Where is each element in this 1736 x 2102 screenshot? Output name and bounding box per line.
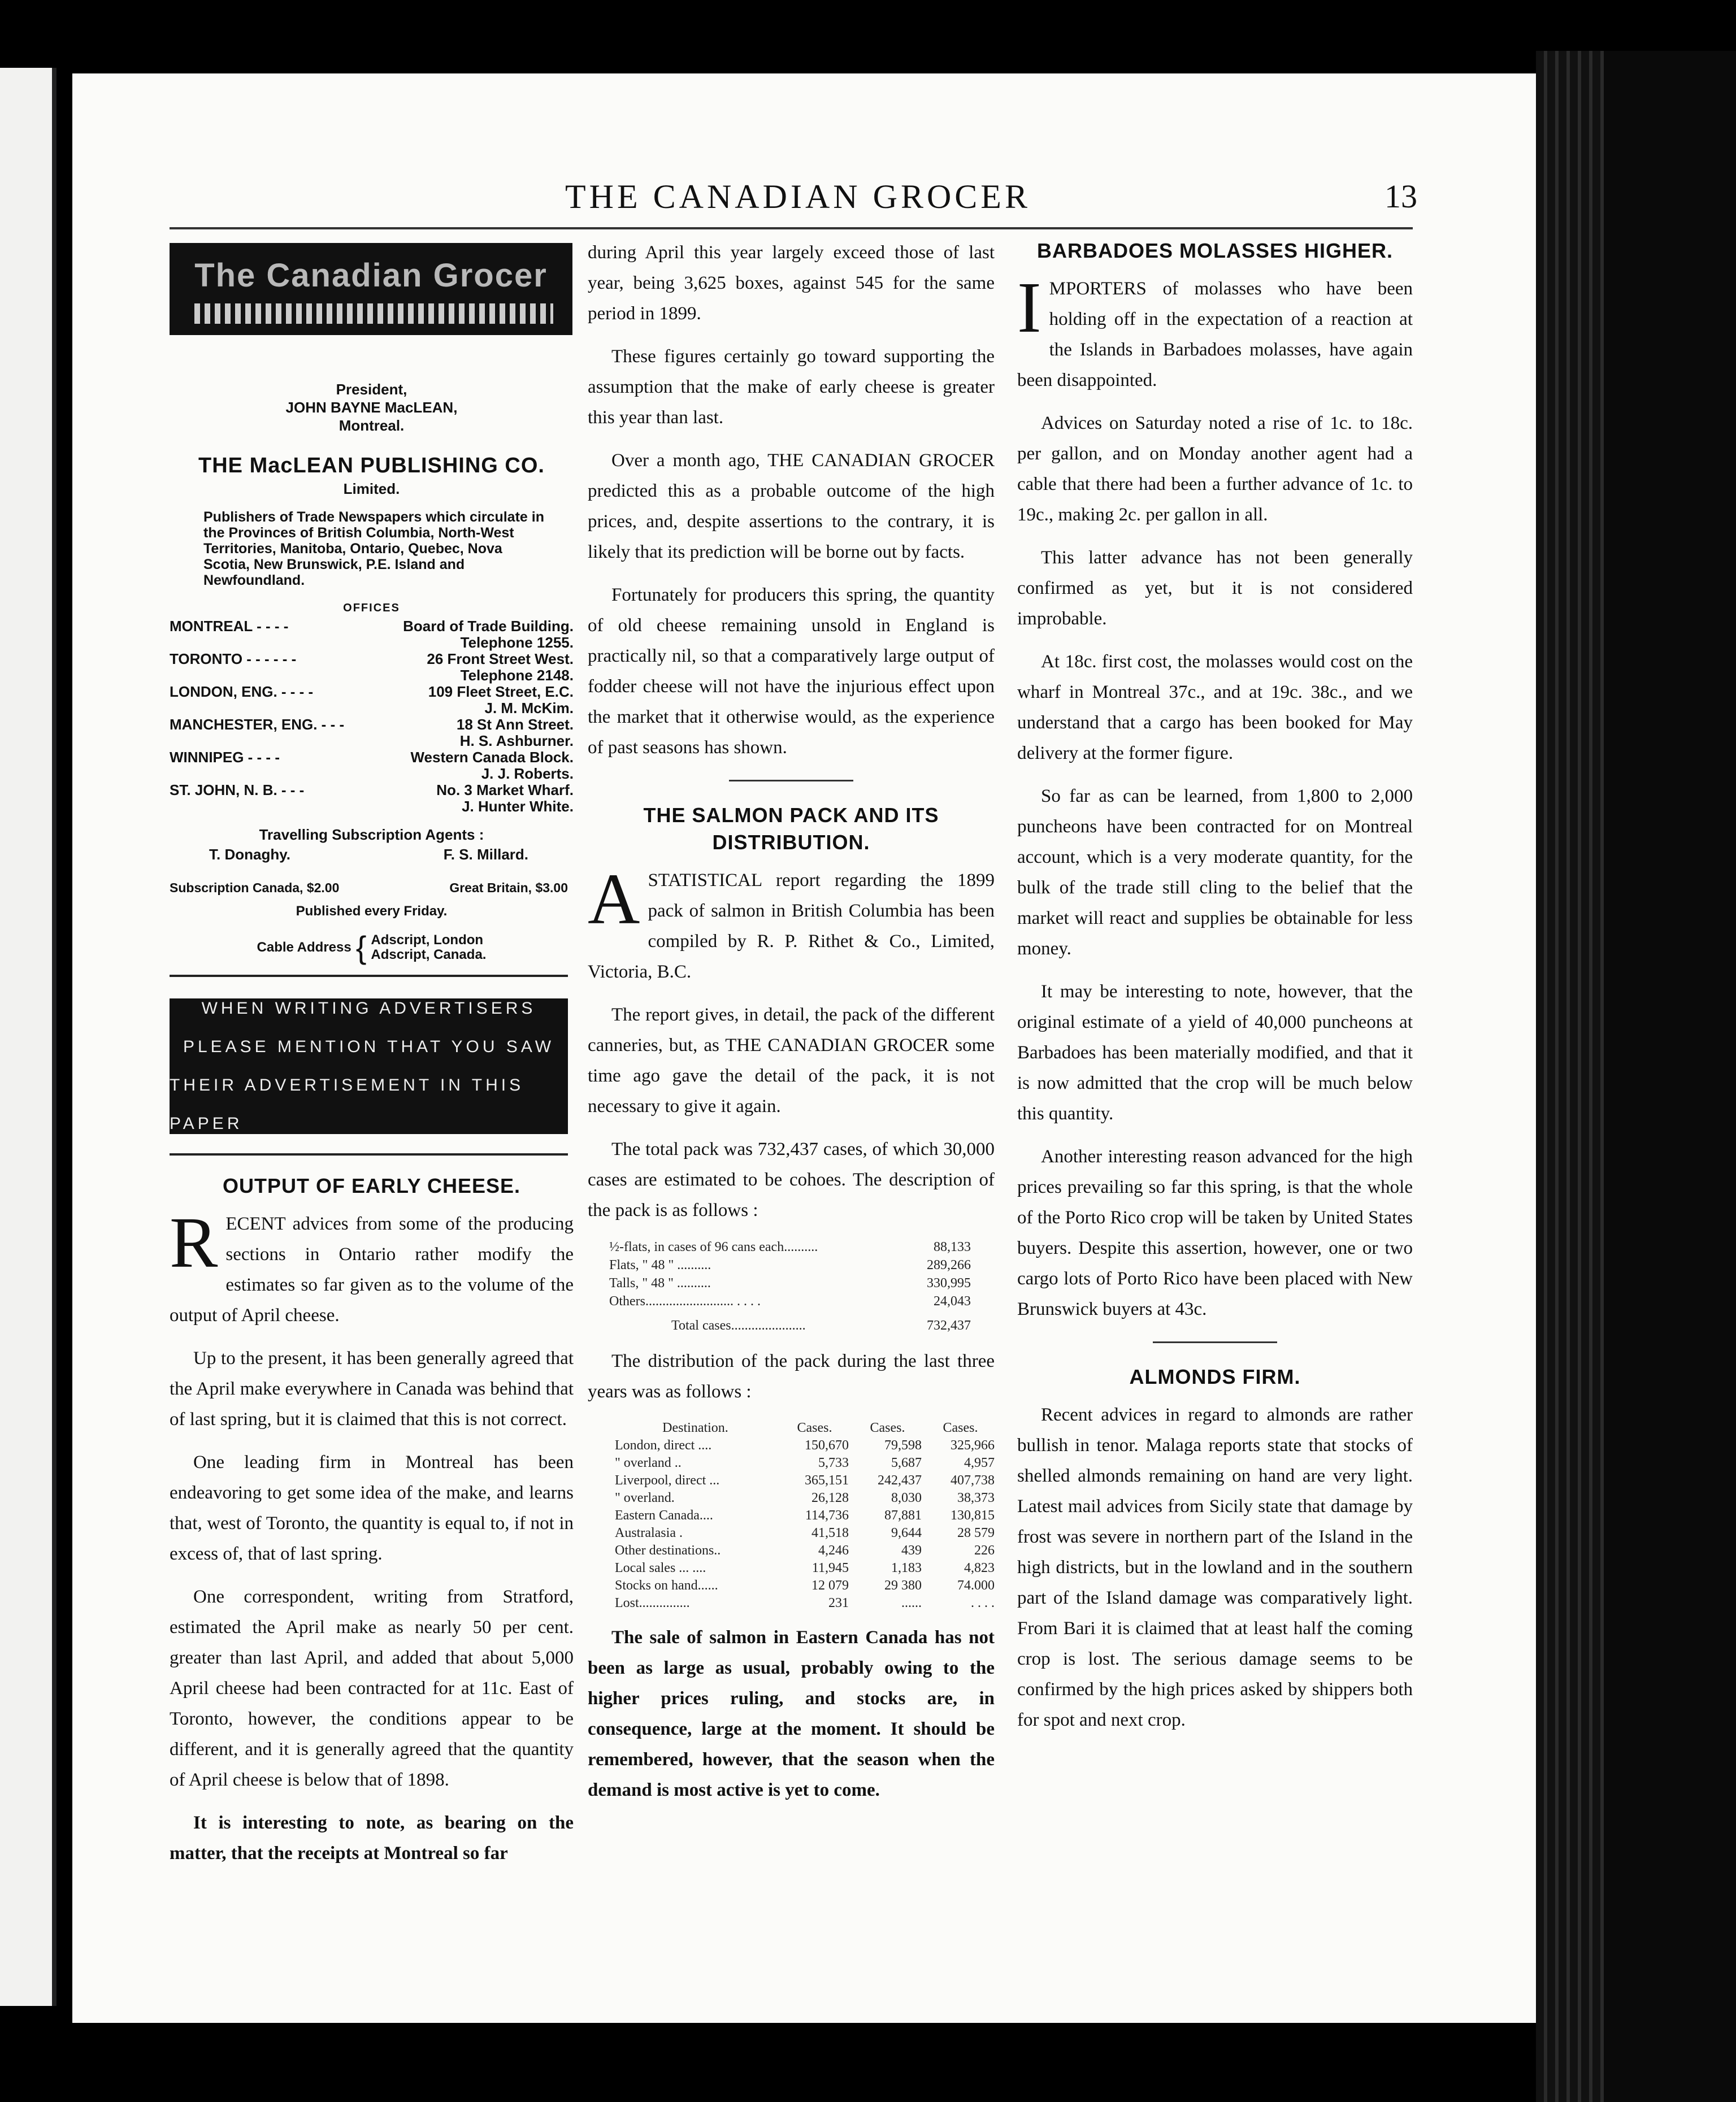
article-title-salmon: THE SALMON PACK AND ITS DISTRIBUTION. bbox=[643, 804, 939, 854]
pack-row bbox=[609, 1292, 971, 1310]
notice-line: PLEASE MENTION THAT YOU SAW bbox=[183, 1037, 555, 1056]
office-row bbox=[170, 766, 574, 782]
column-middle bbox=[588, 237, 995, 1818]
office-city: WINNIPEG - - - - bbox=[170, 749, 280, 766]
cases-cell: 114,736 bbox=[805, 1508, 849, 1523]
drop-cap: A bbox=[588, 859, 640, 939]
article-title-cheese: OUTPUT OF EARLY CHEESE. bbox=[222, 1174, 521, 1197]
agent-name: T. Donaghy. bbox=[209, 846, 290, 863]
table-row bbox=[610, 1489, 995, 1507]
article-paragraph: The distribution of the pack during the last three years was as follows : bbox=[588, 1351, 995, 1402]
agent-name: F. S. Millard. bbox=[443, 846, 528, 863]
destination-cell: Australasia . bbox=[615, 1526, 683, 1540]
cable-line: Adscript, Canada. bbox=[371, 947, 487, 962]
distribution-table bbox=[610, 1419, 995, 1612]
office-row bbox=[170, 684, 574, 700]
section-rule bbox=[170, 975, 568, 977]
cases-cell: 26,128 bbox=[811, 1491, 849, 1505]
office-city bbox=[170, 635, 350, 651]
cases-cell: 8,030 bbox=[891, 1491, 922, 1505]
office-address: Telephone 2148. bbox=[460, 667, 574, 684]
office-city: MONTREAL - - - - bbox=[170, 618, 289, 635]
cases-cell: 9,644 bbox=[891, 1526, 922, 1540]
table-row bbox=[610, 1542, 995, 1560]
table-row bbox=[610, 1454, 995, 1472]
pack-total-label: Total cases...................... bbox=[671, 1318, 806, 1333]
destination-cell: Local sales ... .... bbox=[615, 1561, 706, 1575]
office-row bbox=[170, 635, 574, 651]
office-city: TORONTO - - - - - - bbox=[170, 650, 297, 667]
destination-cell: " overland .. bbox=[615, 1456, 682, 1470]
cable-label: Cable Address bbox=[257, 940, 351, 955]
pack-total-row bbox=[588, 1318, 971, 1334]
article-paragraph: One correspondent, writing from Stratford, estimated the April make as nearly 50 per cent. greater than last April, and added that about 5,000 April cheese had been contracted for at 11c. East of Toronto, however, the conditions appear to be different, and it is generally agreed that the quantity of April cheese is below that of 1898. bbox=[170, 1587, 574, 1790]
article-paragraph: Recent advices in regard to almonds are rather bullish in tenor. Malaga reports state that stocks of shelled almonds remaining on hand are very light. Latest mail advices from Sicily state that damage by frost was severe in northern part of the Island in the high districts, but in the lowland and in the southern part of the Island damage was comparatively light. From Bari it is claimed that at least half the coming crop is lost. The serious damage seems to be confirmed by the high prices asked by shippers both for spot and next crop. bbox=[1017, 1405, 1413, 1730]
article-paragraph: ASTATISTICAL report regarding the 1899 pack of salmon in British Columbia has been compiled by R. P. Rithet & Co., Limited, Victoria, B.C. bbox=[588, 859, 995, 982]
office-address: 26 Front Street West. bbox=[427, 650, 574, 667]
destination-cell: Other destinations.. bbox=[615, 1543, 721, 1558]
section-separator bbox=[729, 780, 853, 781]
table-row bbox=[610, 1437, 995, 1454]
article-paragraph: Fortunately for producers this spring, the quantity of old cheese remaining unsold in England is practically nil, so that a comparatively large output of fodder cheese will not have the injurious effect upon the market that it otherwise would, as the experience of past seasons has shown. bbox=[588, 585, 995, 758]
table-row bbox=[610, 1525, 995, 1542]
office-row bbox=[170, 700, 574, 716]
page-stack-edge bbox=[1536, 51, 1604, 2102]
office-city bbox=[170, 766, 350, 782]
section-rule bbox=[170, 1153, 568, 1156]
article-title-almonds: ALMONDS FIRM. bbox=[1129, 1365, 1301, 1388]
pack-label: Others.......................... . . . . bbox=[609, 1294, 761, 1309]
cases-cell: 74.000 bbox=[957, 1578, 995, 1593]
subscription-rates bbox=[170, 880, 574, 896]
pack-total-value: 732,437 bbox=[927, 1318, 971, 1333]
agents-title: Travelling Subscription Agents : bbox=[259, 826, 484, 843]
offices-table bbox=[170, 618, 574, 815]
brace-icon: { bbox=[355, 930, 367, 965]
gutter-fold bbox=[52, 68, 57, 2006]
cases-cell: 5,733 bbox=[818, 1456, 849, 1470]
publication-frequency: Published every Friday. bbox=[296, 904, 448, 919]
article-paragraph: during April this year largely exceed those of last year, being 3,625 boxes, against 545 for the same period in 1899. bbox=[588, 242, 995, 324]
cases-cell: 4,246 bbox=[818, 1543, 849, 1558]
header-rule bbox=[170, 227, 1413, 229]
column-header: Cases. bbox=[797, 1421, 832, 1435]
book-spine bbox=[1536, 51, 1736, 2102]
article-paragraph: Up to the present, it has been generally agreed that the April make everywhere in Canada was behind that of last spring, but it is claimed that this is not correct. bbox=[170, 1348, 574, 1430]
table-row bbox=[610, 1560, 995, 1577]
pack-table bbox=[609, 1238, 971, 1310]
destination-cell: Lost............... bbox=[615, 1596, 690, 1610]
article-paragraph: RECENT advices from some of the producing sections in Ontario rather modify the estimates so far given as to the volume of the output of April cheese. bbox=[170, 1202, 574, 1326]
pack-row bbox=[609, 1238, 971, 1256]
publisher-limited: Limited. bbox=[343, 480, 400, 497]
article-paragraph: It may be interesting to note, however, that the original estimate of a yield of 40,000 puncheons at Barbadoes has been materially modified, and that it is now admitted that the crop will be much below this quantity. bbox=[1017, 981, 1413, 1124]
table-row bbox=[610, 1507, 995, 1525]
president-block bbox=[170, 380, 574, 435]
facing-page-edge bbox=[0, 68, 57, 2006]
agents-list bbox=[170, 846, 574, 863]
office-row bbox=[170, 733, 574, 749]
offices-title: OFFICES bbox=[343, 602, 400, 614]
cable-lines bbox=[371, 933, 486, 962]
page-header bbox=[170, 170, 1417, 232]
notice-line: THEIR ADVERTISEMENT IN THIS PAPER bbox=[170, 1076, 524, 1133]
column-header: Cases. bbox=[943, 1421, 978, 1435]
table-row bbox=[610, 1472, 995, 1489]
column-right bbox=[1017, 237, 1413, 1748]
pack-value: 88,133 bbox=[934, 1240, 971, 1254]
column-header: Cases. bbox=[870, 1421, 905, 1435]
subscription-canada: Subscription Canada, $2.00 bbox=[170, 880, 340, 895]
office-city: MANCHESTER, ENG. - - - bbox=[170, 716, 345, 733]
destination-cell: Stocks on hand...... bbox=[615, 1578, 718, 1593]
cases-cell: 79,598 bbox=[884, 1438, 922, 1453]
pack-label: Talls, " 48 " .......... bbox=[609, 1276, 711, 1291]
office-address: J. Hunter White. bbox=[462, 798, 574, 815]
office-row bbox=[170, 716, 574, 733]
cases-cell: 38,373 bbox=[957, 1491, 995, 1505]
section-separator bbox=[1153, 1341, 1277, 1343]
cases-cell: 407,738 bbox=[951, 1473, 995, 1488]
cases-cell: 5,687 bbox=[891, 1456, 922, 1470]
masthead-logo-text: The Canadian Grocer bbox=[194, 257, 548, 294]
office-city bbox=[170, 667, 350, 684]
article-paragraph: The total pack was 732,437 cases, of which 30,000 cases are estimated to be cohoes. The description of the pack is as follows : bbox=[588, 1139, 995, 1221]
cases-cell: 242,437 bbox=[877, 1473, 922, 1488]
cases-cell: 41,518 bbox=[811, 1526, 849, 1540]
office-city: LONDON, ENG. - - - - bbox=[170, 683, 314, 700]
article-paragraph: This latter advance has not been generally confirmed as yet, but it is not considered improbable. bbox=[1017, 548, 1413, 629]
president-city: Montreal. bbox=[338, 417, 405, 434]
office-address: H. S. Ashburner. bbox=[459, 732, 574, 749]
column-left bbox=[170, 237, 574, 1881]
article-paragraph: One leading firm in Montreal has been endeavoring to get some idea of the make, and learns that, west of Toronto, the quantity is equal to, if not in excess of, that of last spring. bbox=[170, 1452, 574, 1564]
article-paragraph: So far as can be learned, from 1,800 to 2,000 puncheons have been contracted for on Montreal account, which is a very moderate quantity, for the bulk of the trade still cling to the belief that the market will react and supplies be obtainable for less money. bbox=[1017, 786, 1413, 959]
publisher-name: THE MacLEAN PUBLISHING CO. bbox=[198, 454, 545, 477]
cable-address bbox=[170, 930, 574, 965]
article-title-molasses: BARBADOES MOLASSES HIGHER. bbox=[1036, 239, 1394, 262]
cases-cell: 28 579 bbox=[957, 1526, 995, 1540]
masthead-logo-band bbox=[194, 303, 553, 324]
cases-cell: 130,815 bbox=[951, 1508, 995, 1523]
office-city bbox=[170, 700, 350, 716]
table-row bbox=[610, 1577, 995, 1595]
office-address: J. J. Roberts. bbox=[481, 765, 574, 782]
cable-line: Adscript, London bbox=[371, 932, 484, 948]
subscription-britain: Great Britain, $3.00 bbox=[449, 880, 568, 895]
destination-cell: Eastern Canada.... bbox=[615, 1508, 713, 1523]
page-number: 13 bbox=[1385, 178, 1417, 215]
office-address: No. 3 Market Wharf. bbox=[436, 781, 574, 798]
cases-cell: 325,966 bbox=[951, 1438, 995, 1453]
article-paragraph: The report gives, in detail, the pack of the different canneries, but, as THE CANADIAN GROCER some time ago gave the detail of the pack, it is not necessary to give it again. bbox=[588, 1005, 995, 1117]
advertiser-notice-box bbox=[170, 998, 568, 1134]
running-title: THE CANADIAN GROCER bbox=[565, 178, 1031, 215]
article-paragraph: The sale of salmon in Eastern Canada has not been as large as usual, probably owing to the higher prices ruling, and stocks are, in consequence, large at the moment. It should be remembered, however, that the season when the demand is most active is yet to come. bbox=[588, 1627, 995, 1800]
pack-value: 289,266 bbox=[927, 1258, 971, 1273]
office-row bbox=[170, 651, 574, 667]
office-address: Board of Trade Building. bbox=[403, 618, 574, 635]
masthead-logo bbox=[170, 243, 572, 335]
article-paragraph: Over a month ago, THE CANADIAN GROCER predicted this as a probable outcome of the high prices, and, despite assertions to the contrary, it is likely that its prediction will be borne out by facts. bbox=[588, 450, 995, 562]
office-row bbox=[170, 749, 574, 766]
article-paragraph: These figures certainly go toward supporting the assumption that the make of early cheese is greater this year than last. bbox=[588, 346, 995, 428]
cases-cell: 365,151 bbox=[804, 1473, 849, 1488]
pack-row bbox=[609, 1274, 971, 1292]
office-row bbox=[170, 798, 574, 815]
cases-cell: 439 bbox=[901, 1543, 922, 1558]
cases-cell: 231 bbox=[828, 1596, 849, 1610]
article-paragraph: Advices on Saturday noted a rise of 1c. to 18c. per gallon, and on Monday another agent had a cable that there had been a further advance of 1c. to 19c., making 2c. per gallon in all. bbox=[1017, 413, 1413, 525]
article-paragraph: It is interesting to note, as bearing on the matter, that the receipts at Montreal so far bbox=[170, 1813, 574, 1864]
pack-row bbox=[609, 1256, 971, 1274]
office-address: 109 Fleet Street, E.C. bbox=[428, 683, 574, 700]
destination-cell: London, direct .... bbox=[615, 1438, 712, 1453]
article-paragraph: IMPORTERS of molasses who have been holding off in the expectation of a reaction at the Islands in Barbadoes molasses, have again been disappointed. bbox=[1017, 267, 1413, 390]
cases-cell: ...... bbox=[901, 1596, 922, 1610]
office-row bbox=[170, 782, 574, 798]
notice-line: WHEN WRITING ADVERTISERS bbox=[201, 999, 536, 1018]
publisher-description: Publishers of Trade Newspapers which circulate in the Provinces of British Columbia, North-West Territories, Manitoba, Ontario, Quebec, Nova Scotia, New Brunswick, P.E. Island and Newfoundland. bbox=[203, 509, 544, 588]
cases-cell: 4,823 bbox=[964, 1561, 995, 1575]
pack-label: ½-flats, in cases of 96 cans each.......... bbox=[609, 1240, 818, 1254]
article-paragraph: Another interesting reason advanced for the high prices prevailing so far this spring, is that the whole of the Porto Rico crop will be taken by United States buyers. Despite this assertion, however, one or two cargo lots of Porto Rico have been placed with New Brunswick buyers at 43c. bbox=[1017, 1146, 1413, 1319]
table-row bbox=[610, 1595, 995, 1612]
pack-value: 330,995 bbox=[927, 1276, 971, 1291]
office-row bbox=[170, 667, 574, 684]
cases-cell: 150,670 bbox=[804, 1438, 849, 1453]
president-name: JOHN BAYNE MacLEAN, bbox=[285, 399, 458, 416]
cases-cell: 29 380 bbox=[884, 1578, 922, 1593]
office-address: Western Canada Block. bbox=[410, 749, 574, 766]
office-city: ST. JOHN, N. B. - - - bbox=[170, 781, 305, 798]
cases-cell: . . . . bbox=[971, 1596, 995, 1610]
cases-cell: 1,183 bbox=[891, 1561, 922, 1575]
article-paragraph: At 18c. first cost, the molasses would cost on the wharf in Montreal 37c., and at 19c. 38c., and we understand that a cargo has been booked for May delivery at the former figure. bbox=[1017, 652, 1413, 763]
cases-cell: 12 079 bbox=[811, 1578, 849, 1593]
drop-cap: I bbox=[1017, 267, 1041, 348]
office-address: J. M. McKim. bbox=[484, 700, 574, 716]
destination-cell: Liverpool, direct ... bbox=[615, 1473, 720, 1488]
president-label: President, bbox=[336, 381, 407, 398]
office-address: Telephone 1255. bbox=[460, 634, 574, 651]
drop-cap: R bbox=[170, 1202, 218, 1283]
office-city bbox=[170, 798, 350, 815]
cases-cell: 11,945 bbox=[811, 1561, 849, 1575]
destination-cell: " overland. bbox=[615, 1491, 675, 1505]
pack-label: Flats, " 48 " .......... bbox=[609, 1258, 711, 1273]
office-address: 18 St Ann Street. bbox=[456, 716, 574, 733]
cases-cell: 226 bbox=[974, 1543, 995, 1558]
office-row bbox=[170, 618, 574, 635]
office-city bbox=[170, 733, 350, 749]
cases-cell: 87,881 bbox=[884, 1508, 922, 1523]
column-header: Destination. bbox=[662, 1421, 728, 1435]
cases-cell: 4,957 bbox=[964, 1456, 995, 1470]
pack-value: 24,043 bbox=[934, 1294, 971, 1309]
